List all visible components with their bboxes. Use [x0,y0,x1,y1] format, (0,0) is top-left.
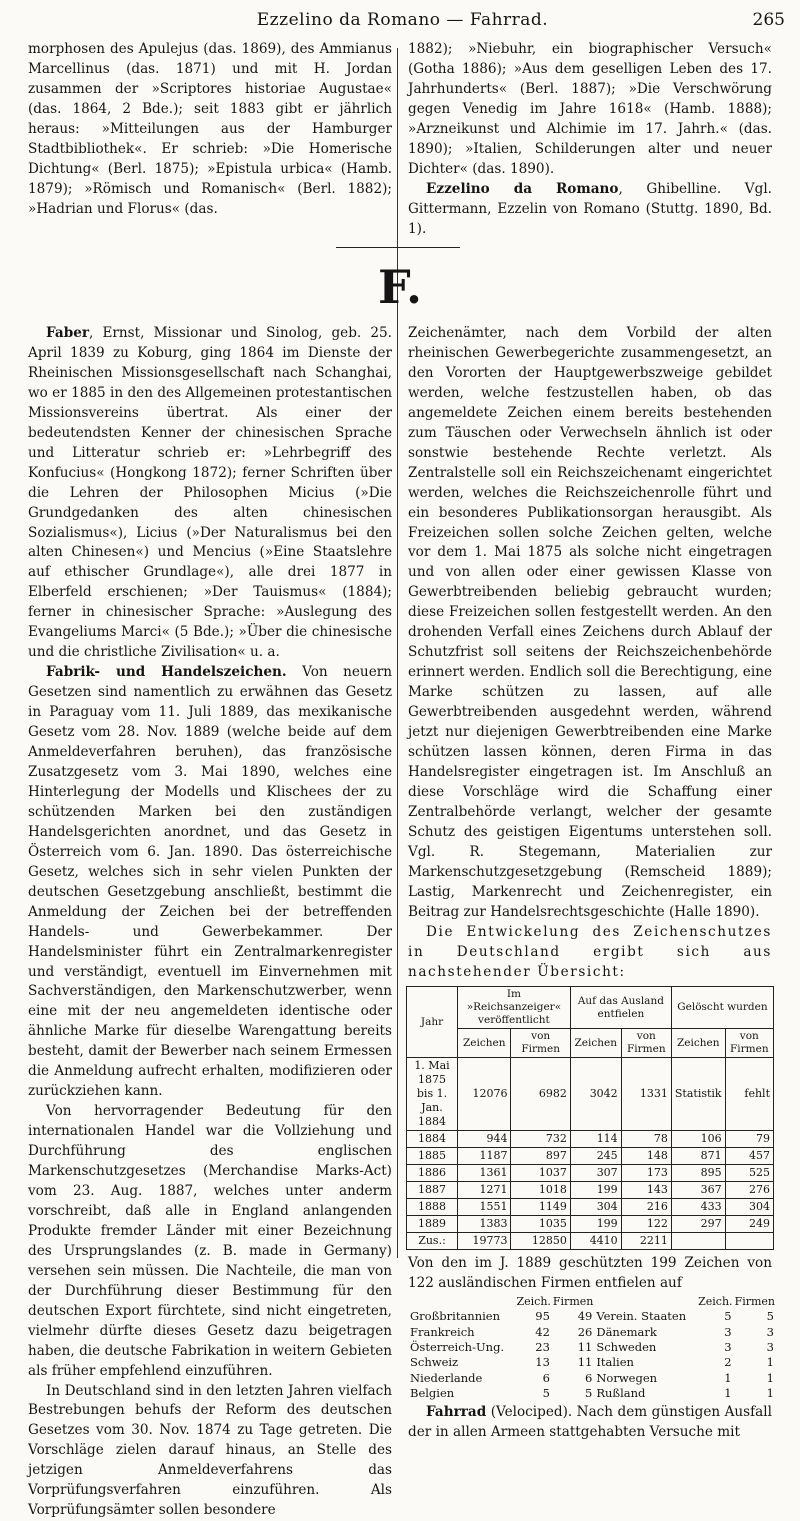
cell: 5 [542,1385,550,1400]
cell: 2 [724,1355,732,1370]
cell: 276 [725,1182,773,1199]
sub-header-firmen: von Firmen [511,1029,570,1058]
country-name: Dänemark [596,1324,657,1339]
cell: 216 [621,1199,671,1216]
col-header-published: Im »Reichsanzeiger« veröffentlicht [457,987,570,1029]
paragraph: Von den im J. 1889 geschützten 199 Zeichen von 122 ausländischen Firmen entfielen auf [408,1255,772,1292]
cell: 199 [570,1216,621,1233]
cell: 245 [570,1148,621,1165]
sub-header-zeichen: Zeichen [457,1029,510,1058]
cell: 5 [766,1309,774,1324]
cell: 13 [535,1355,550,1370]
cell-sum-label: Zus.: [407,1233,458,1250]
cell: 49 [577,1309,593,1324]
paragraph: morphosen des Apulejus (das. 1869), des Ammianus Marcellinus (das. 1871) und mit H. Jordan zusammen der »Scriptores historiae Augustae« (das. 1864, 2 Bde.); seit 1883 gibt er jährlich heraus: »Mitteilungen aus der Hamburger Stadtbibliothek«. Er schrieb: »Die Homerische Dichtung« (Berl. 1875); »Epistula urbica« (Hamb. 1879); »Römisch und Romanisch« (Berl. 1882); »Hadrian und Florus« (das. [28,41,392,217]
cell: 367 [671,1182,725,1199]
cell: 1037 [511,1165,570,1182]
sub-header-firmen: von Firmen [725,1029,773,1058]
entry-ezzelino [408,180,772,240]
col-header-zeich: Zeich. [698,1295,733,1309]
paragraph: 1882); »Niebuhr, ein biographischer Versuch« (Gotha 1886); »Aus dem geselligen Leben des 17. Jahrhunderts« (Berl. 1887); »Die Verschwörung gegen Venedig im Jahre 1618« (Hamb. 1888); »Arzneikunst und Alchimie im 17. Jahrh.« (das. 1890); »Italien, Schilderungen alter und neuer Dichter« (das. 1890). [408,41,772,177]
cell: 95 [535,1309,550,1324]
country-name: Rußland [596,1385,646,1400]
cell: 23 [535,1339,550,1354]
cell: 11 [577,1355,593,1370]
cell: 1361 [457,1165,510,1182]
section-letter: F. [377,260,423,314]
cell: 4410 [570,1233,621,1250]
cell-year: 1886 [407,1165,458,1182]
cell: Statistik [671,1058,725,1131]
cell: 1 [766,1370,774,1385]
entry-text: , Ghibelline. Vgl. Gittermann, Ezzelin von Romano (Stuttg. 1890, Bd. 1). [408,180,772,237]
paragraph: In Deutschland sind in den letzten Jahren vielfach Bestrebungen behufs der Reform des deutschen Gesetzes vom 30. Nov. 1874 zu Tage getreten. Die Vorschläge zielen darauf hinaus, an Stelle des jetzigen Anmeldeverfahrens das Vorprüfungsverfahren einzuführen. Als Vorprüfungsämter sollen besondere [28,1382,392,1519]
entry-text: (Velociped). Nach dem günstigen Ausfall der in allen Armeen stattgehabten Versuche mit [408,1404,772,1441]
country-name: Niederlande [410,1370,483,1385]
cell: 5 [724,1309,732,1324]
lower-right-column [408,324,775,1443]
cell-empty [671,1233,725,1250]
cell: 3 [724,1324,732,1339]
entry-title: Faber [46,325,90,341]
paragraph: Die Entwickelung des Zeichenschutzes in Deutschland ergibt sich aus nachstehender Übersicht: [408,923,772,980]
page-number: 265 [752,10,785,30]
cell: 944 [457,1131,510,1148]
cell: 3 [766,1339,774,1354]
cell: 297 [671,1216,725,1233]
cell: fehlt [725,1058,773,1131]
table-row [407,1216,774,1233]
cell: 249 [725,1216,773,1233]
cell: 42 [535,1324,550,1339]
cell: 26 [577,1324,593,1339]
table-row [407,1148,774,1165]
cell: 1551 [457,1199,510,1216]
entry-title: Fabrik- und Handelszeichen. [46,664,287,681]
cell: 3 [766,1324,774,1339]
cell: 1 [724,1385,732,1400]
entry-text: Von neuern Gesetzen sind namentlich zu erwähnen das Gesetz in Paraguay vom 11. Juli 1889, das mexikanische Gesetz vom 28. Nov. 1889 (welche beide auf dem Anmeldeverfahren beruhen), das französische Zusatzgesetz vom 3. Mai 1890, welches eine Hinterlegung der Modells und Klischees der zu schützenden Marken bei den zuständigen Handelsgerichten anordnet, und das Gesetz in Österreich vom 6. Jan. 1890. Das österreichische Gesetz, welches sich in sehr vielen Punkten der deutschen Gesetzgebung anschließt, bestimmt die Anmeldung der Zeichen bei der betreffenden Handels- und Gewerbekammer. Der Handelsminister führt ein Zentralmarkenregister und verständigt, eventuell im Einvernehmen mit Sachverständigen, den Markenschutzwerber, wenn eine mit der neu angemeldeten identische oder ähnliche Marke für dieselbe Warengattung bereits besteht, damit der Bewerber nach seinem Ermessen die Anmeldung aufrecht erhalten, modifizieren oder zurückziehen kann. [28,664,392,1100]
top-left-column [28,40,392,220]
country-name: Schweden [596,1339,657,1354]
table-row [407,1182,774,1199]
cell: 1 [766,1355,774,1370]
cell: 1 [766,1385,774,1400]
cell: 871 [671,1148,725,1165]
cell: 1271 [457,1182,510,1199]
cell-year: 1. Mai 1875 bis 1. Jan. 1884 [407,1058,458,1131]
cell: 895 [671,1165,725,1182]
table-row [408,1371,776,1386]
country-name: Österreich-Ung. [410,1339,505,1354]
entry-title: Ezzelino da Romano [426,180,619,197]
col-header-firmen: Firmen [734,1295,775,1309]
table-row [408,1386,776,1401]
cell: 304 [725,1199,773,1216]
cell-year: 1889 [407,1216,458,1233]
table-row [407,1165,774,1182]
cell: 79 [725,1131,773,1148]
country-name: Schweiz [410,1355,459,1370]
paragraph: Von hervorragender Bedeutung für den internationalen Handel war die Vollziehung und Durchführung des englischen Markenschutzgesetzes (Merchandise Marks-Act) vom 23. Aug. 1887, welches unter anderm vorschreibt, daß alle in England anlangenden Produkte fremder Länder mit einer Bezeichnung des Ursprungslandes (z. B. made in Germany) versehen sein müssen. Die Nachteile, die man von der Durchführung dieser Bestimmung für den deutschen Export fürchtete, sind nicht eingetreten, vielmehr dürfte dieses Gesetz dazu beigetragen haben, die deutsche Fabrikation in weitern Gebieten als früher empfehlend einzuführen. [28,1103,392,1379]
sub-header-zeichen: Zeichen [671,1029,725,1058]
country-name: Frankreich [410,1324,475,1339]
lower-left-column [28,324,392,1521]
table-row-sum [407,1233,774,1250]
cell: 1331 [621,1058,671,1131]
table-row [407,1199,774,1216]
cell-empty [725,1233,773,1250]
cell: 5 [585,1385,593,1400]
cell-year: 1887 [407,1182,458,1199]
cell: 457 [725,1148,773,1165]
cell: 732 [511,1131,570,1148]
statistics-table [406,986,774,1250]
col-header-firmen: Firmen [552,1295,594,1309]
table-row [407,1058,774,1131]
cell-year: 1885 [407,1148,458,1165]
table-row [408,1340,776,1355]
top-right-column [408,40,772,240]
cell: 11 [577,1339,593,1354]
cell: 3042 [570,1058,621,1131]
cell: 304 [570,1199,621,1216]
country-name: Italien [596,1355,634,1370]
cell: 1018 [511,1182,570,1199]
entry-title: Fahrrad [426,1404,487,1421]
section-rule [336,247,460,248]
country-name: Belgien [410,1385,455,1400]
paragraph: Zeichenämter, nach dem Vorbild der alten rheinischen Gewerbegerichte zusammengesetzt, an den Vororten der Hauptgewerbszweige gebildet werden, welche festzustellen haben, ob das angemeldete Zeichen einem bereits bestehenden zum Täuschen oder Verwechseln ähnlich ist oder sonstwie bestehende Rechte verletzt. Als Zentralstelle soll ein Reichszeichenamt eingerichtet werden, welches die Reichszeichenrolle führt und ein besonderes Publikationsorgan herausgibt. Als Freizeichen sollen solche Zeichen gelten, welche vor dem 1. Mai 1875 als solche nicht eingetragen und von allen oder einer gewissen Klasse von Gewerbtreibenden beliebig gebraucht wurden; diese Freizeichen sollen festgestellt werden. An den drohenden Verfall eines Zeichens durch Ablauf der Schutzfrist soll seitens der Reichszeichenbehörde erinnert werden. Endlich soll die Berechtigung, eine Marke schützen zu lassen, auf alle Gewerbtreibenden ausgedehnt werden, während jetzt nur diejenigen Gewerbtreibenden eine Marke schützen lassen können, deren Firma in das Handelsregister eingetragen ist. Im Anschluß an diese Vorschläge wird die Schaffung einer Zentralbehörde verlangt, welcher der gesamte Schutz des geistigen Eigentums unterstehen soll. Vgl. R. Stegemann, Materialien zur Markenschutzgesetzgebung (Remscheid 1889); Lastig, Markenrecht und Zeichenregister, ein Beitrag zur Handelsrechtsgeschichte (Halle 1890). [408,325,772,920]
running-head: Ezzelino da Romano — Fahrrad. [256,10,549,30]
cell: 525 [725,1165,773,1182]
cell: 122 [621,1216,671,1233]
cell: 1187 [457,1148,510,1165]
cell: 6 [542,1370,550,1385]
cell: 173 [621,1165,671,1182]
cell: 19773 [457,1233,510,1250]
cell: 199 [570,1182,621,1199]
col-header-abroad: Auf das Ausland entfielen [570,987,671,1029]
sub-header-firmen: von Firmen [621,1029,671,1058]
country-name: Großbritannien [410,1309,501,1324]
cell: 2211 [621,1233,671,1250]
cell: 12076 [457,1058,510,1131]
entry-text: , Ernst, Missionar und Sinolog, geb. 25. April 1839 zu Koburg, ging 1864 im Dienste der Rheinischen Missionsgesellschaft nach Schanghai, wo er 1885 in den des Allgemeinen protestantischen Missionsvereins übertrat. Als einer der bedeutendsten Kenner der chinesischen Sprache und Litteratur schrieb er: »Lehrbegriff des Konfucius« (Hongkong 1872); ferner Schriften über die Lehren der Philosophen Micius (»Die Grundgedanken des alten chinesischen Sozialismus«), Licius (»Der Naturalismus bei den alten Chinesen«) und Mencius (»Eine Staatslehre auf ethischer Grundlage«), alle drei 1877 in Elberfeld erschienen; »Der Tauismus« (1884); ferner in chinesischer Sprache: »Auslegung des Evangeliums Marci« (5 Bde.); »Über die chinesische und die christliche Zivilisation« u. a. [28,325,392,661]
cell: 106 [671,1131,725,1148]
cell: 1035 [511,1216,570,1233]
table-row [407,1131,774,1148]
cell: 6 [585,1370,593,1385]
countries-table [408,1294,776,1401]
cell: 897 [511,1148,570,1165]
cell: 1149 [511,1199,570,1216]
col-header-zeich: Zeich. [516,1295,551,1309]
entry-fabrik [28,663,392,1102]
cell: 12850 [511,1233,570,1250]
cell-year: 1888 [407,1199,458,1216]
cell-year: 1884 [407,1131,458,1148]
col-header-deleted: Gelöscht wurden [671,987,773,1029]
cell: 1 [724,1370,732,1385]
cell: 143 [621,1182,671,1199]
entry-fahrrad [408,1403,772,1443]
entry-faber [28,324,392,663]
column-divider [397,48,398,1258]
col-header-year: Jahr [407,987,458,1058]
table-row [408,1309,776,1324]
cell: 78 [621,1131,671,1148]
country-name: Norwegen [596,1370,658,1385]
cell: 148 [621,1148,671,1165]
cell: 3 [724,1339,732,1354]
table-row [408,1355,776,1370]
cell: 6982 [511,1058,570,1131]
cell: 114 [570,1131,621,1148]
cell: 1383 [457,1216,510,1233]
sub-header-zeichen: Zeichen [570,1029,621,1058]
table-row [408,1325,776,1340]
country-name: Verein. Staaten [596,1309,687,1324]
cell: 433 [671,1199,725,1216]
cell: 307 [570,1165,621,1182]
